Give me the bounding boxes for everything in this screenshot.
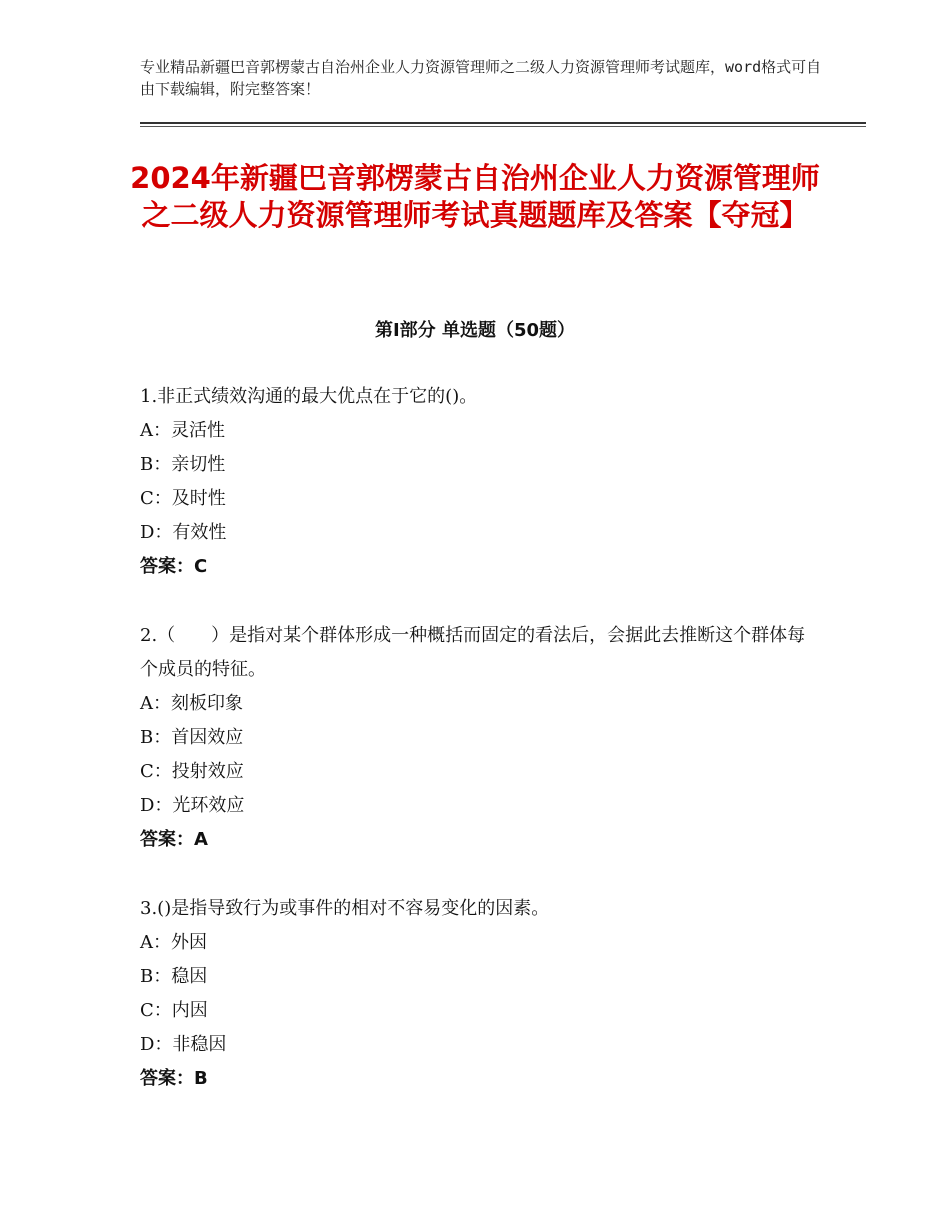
header-divider-thick [140,122,866,124]
option-b: B：稳因 [140,966,208,987]
option-c: C：投射效应 [140,761,244,782]
header-divider-thin [140,126,866,127]
document-title: 2024年新疆巴音郭楞蒙古自治州企业人力资源管理师之二级人力资源管理师考试真题题库及答案【夺冠】 [130,161,820,232]
option-a: A：刻板印象 [140,693,243,714]
question-stem: 1.非正式绩效沟通的最大优点在于它的()。 [140,386,478,407]
answer: 答案：C [140,556,208,577]
header-note: 专业精品新疆巴音郭楞蒙古自治州企业人力资源管理师之二级人力资源管理师考试题库，word格式可自由下载编辑，附完整答案！ [140,58,822,98]
question-stem: 3.()是指导致行为或事件的相对不容易变化的因素。 [140,898,550,919]
option-a: A：灵活性 [140,420,225,441]
option-d: D：非稳因 [140,1034,227,1055]
option-d: D：有效性 [140,522,227,543]
question-stem: 2.（ ）是指对某个群体形成一种概括而固定的看法后，会据此去推断这个群体每个成员的特征。 [140,625,806,680]
option-c: C：及时性 [140,488,226,509]
question-3 [140,892,820,1096]
option-b: B：首因效应 [140,727,244,748]
option-c: C：内因 [140,1000,208,1021]
question-2 [140,619,820,857]
option-d: D：光环效应 [140,795,245,816]
part-heading: 第Ⅰ部分 单选题（50题） [374,320,575,341]
answer: 答案：B [140,1068,208,1089]
question-1 [140,380,820,584]
answer: 答案：A [140,829,208,850]
option-b: B：亲切性 [140,454,226,475]
option-a: A：外因 [140,932,207,953]
